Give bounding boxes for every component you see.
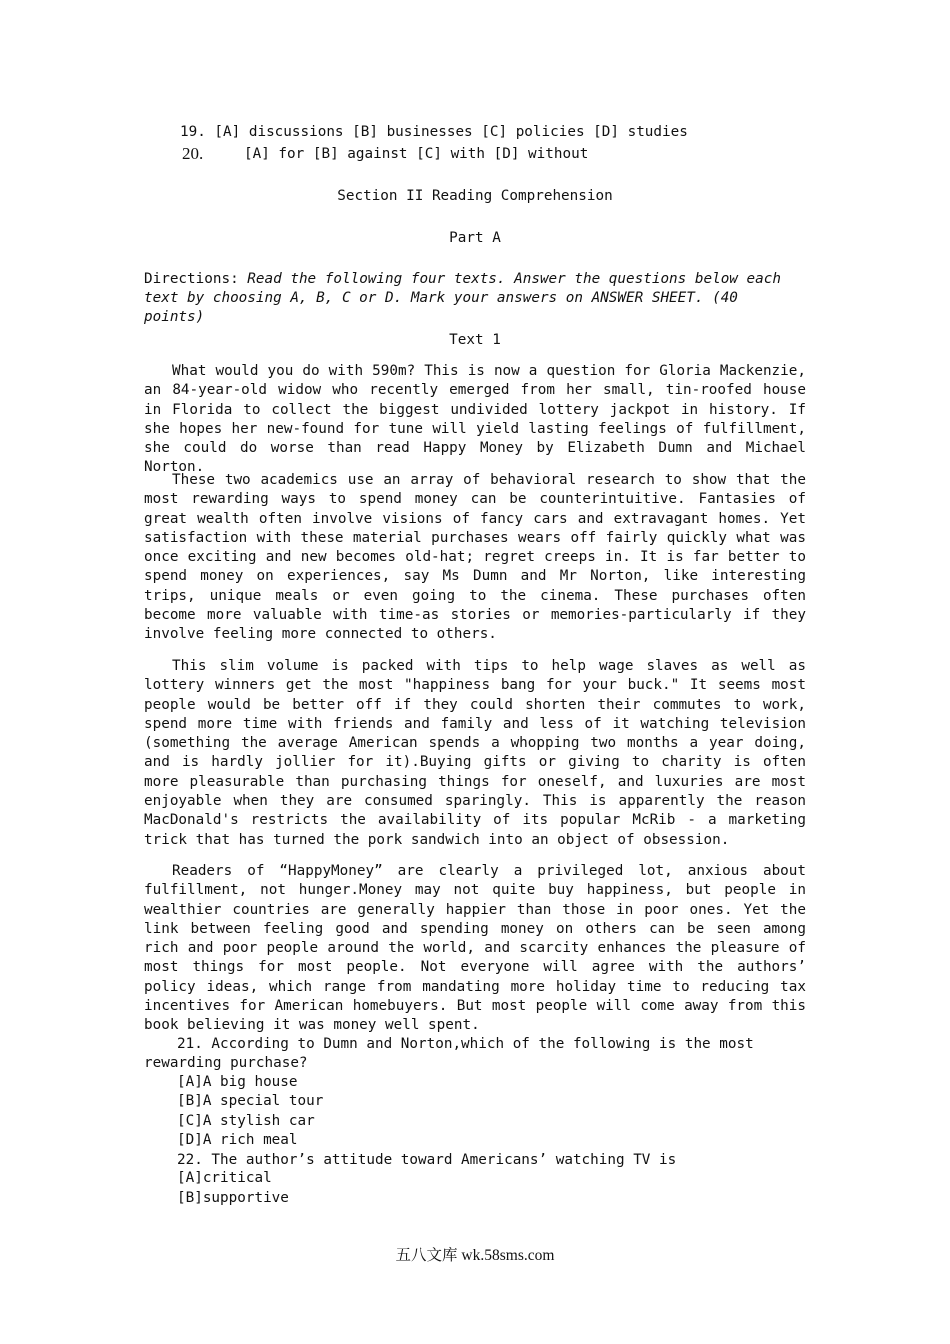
text-title: Text 1	[449, 332, 501, 348]
question-20-number: 20.	[182, 144, 204, 163]
paragraph-3: This slim volume is packed with tips to help wage slaves as well as lottery winners get the most "happiness bang for your buck." It seems most people would be better off if they could shorten their commutes to work, spend more time with friends and family and less of it watching television (something the average American spends a whopping two months a year doing, and is hardly jollier for it).Buying gifts or giving to charity is often more pleasurable than purchasing things for oneself, and luxuries are most enjoyable when they are consumed sparingly. This is apparently the reason MacDonald's restricts the availability of its popular McRib - a marketing trick that has turned the pork sandwich into an object of obsession.	[144, 658, 806, 848]
paragraph-4: Readers of “HappyMoney” are clearly a privileged lot, anxious about fulfillment, not hunger.Money may not quite buy happiness, but people in wealthier countries are generally happier than those in poor ones. Yet the link between feeling good and spending money on others can be seen among rich and poor people around the world, and scarcity enhances the pleasure of most things for most people. Not everyone will agree with the authors’ policy ideas, which range from mandating more holiday time to reducing tax incentives for American homebuyers. But most people will come away from this book believing it was money well spent.	[144, 863, 806, 1034]
question-21-choice-c: [C]A stylish car	[177, 1113, 315, 1129]
section-title: Section II Reading Comprehension	[337, 188, 613, 204]
directions-text: Read the following four texts. Answer the questions below each text by choosing A, B, C or D. Mark your answers on ANSWER SHEET. (40 points)	[144, 271, 781, 325]
question-22-choice-b: [B]supportive	[177, 1190, 289, 1206]
paragraph-1: What would you do with 590m? This is now a question for Gloria Mackenzie, an 84-year-old widow who recently emerged from her small, tin-roofed house in Florida to collect the biggest undivided lottery jackpot in history. If she hopes her new-found for tune will yield lasting feelings of fulfillment, she could do worse than read Happy Money by Elizabeth Dumn and Michael Norton.	[144, 363, 806, 476]
question-21-choice-b: [B]A special tour	[177, 1093, 324, 1109]
question-22-choice-a: [A]critical	[177, 1170, 272, 1186]
directions-label: Directions:	[144, 271, 239, 287]
paragraph-2: These two academics use an array of behavioral research to show that the most rewarding ways to spend money can be counterintuitive. Fantasies of great wealth often involve visions of fancy cars and extravagant homes. Yet satisfaction with these material purchases wears off fairly quickly what was once exciting and new becomes old-hat; regret creeps in. It is far better to spend money on experiences, say Ms Dumn and Mr Norton, like interesting trips, unique meals or even going to the cinema. These purchases often become more valuable with time-as stories or memories-particularly if they involve feeling more connected to others.	[144, 472, 806, 643]
question-20-options: [A] for [B] against [C] with [D] without	[244, 146, 589, 162]
question-21-choice-d: [D]A rich meal	[177, 1132, 298, 1148]
page-footer: 五八文库 wk.58sms.com	[395, 1247, 555, 1264]
question-22-stem: 22. The author’s attitude toward Americans’ watching TV is	[177, 1152, 677, 1168]
question-19-options: 19. [A] discussions [B] businesses [C] policies [D] studies	[180, 124, 688, 140]
directions	[144, 270, 806, 327]
part-title: Part A	[449, 230, 501, 246]
question-21-choice-a: [A]A big house	[177, 1074, 298, 1090]
question-21-stem: 21. According to Dumn and Norton,which of the following is the most rewarding purchase?	[144, 1036, 754, 1072]
